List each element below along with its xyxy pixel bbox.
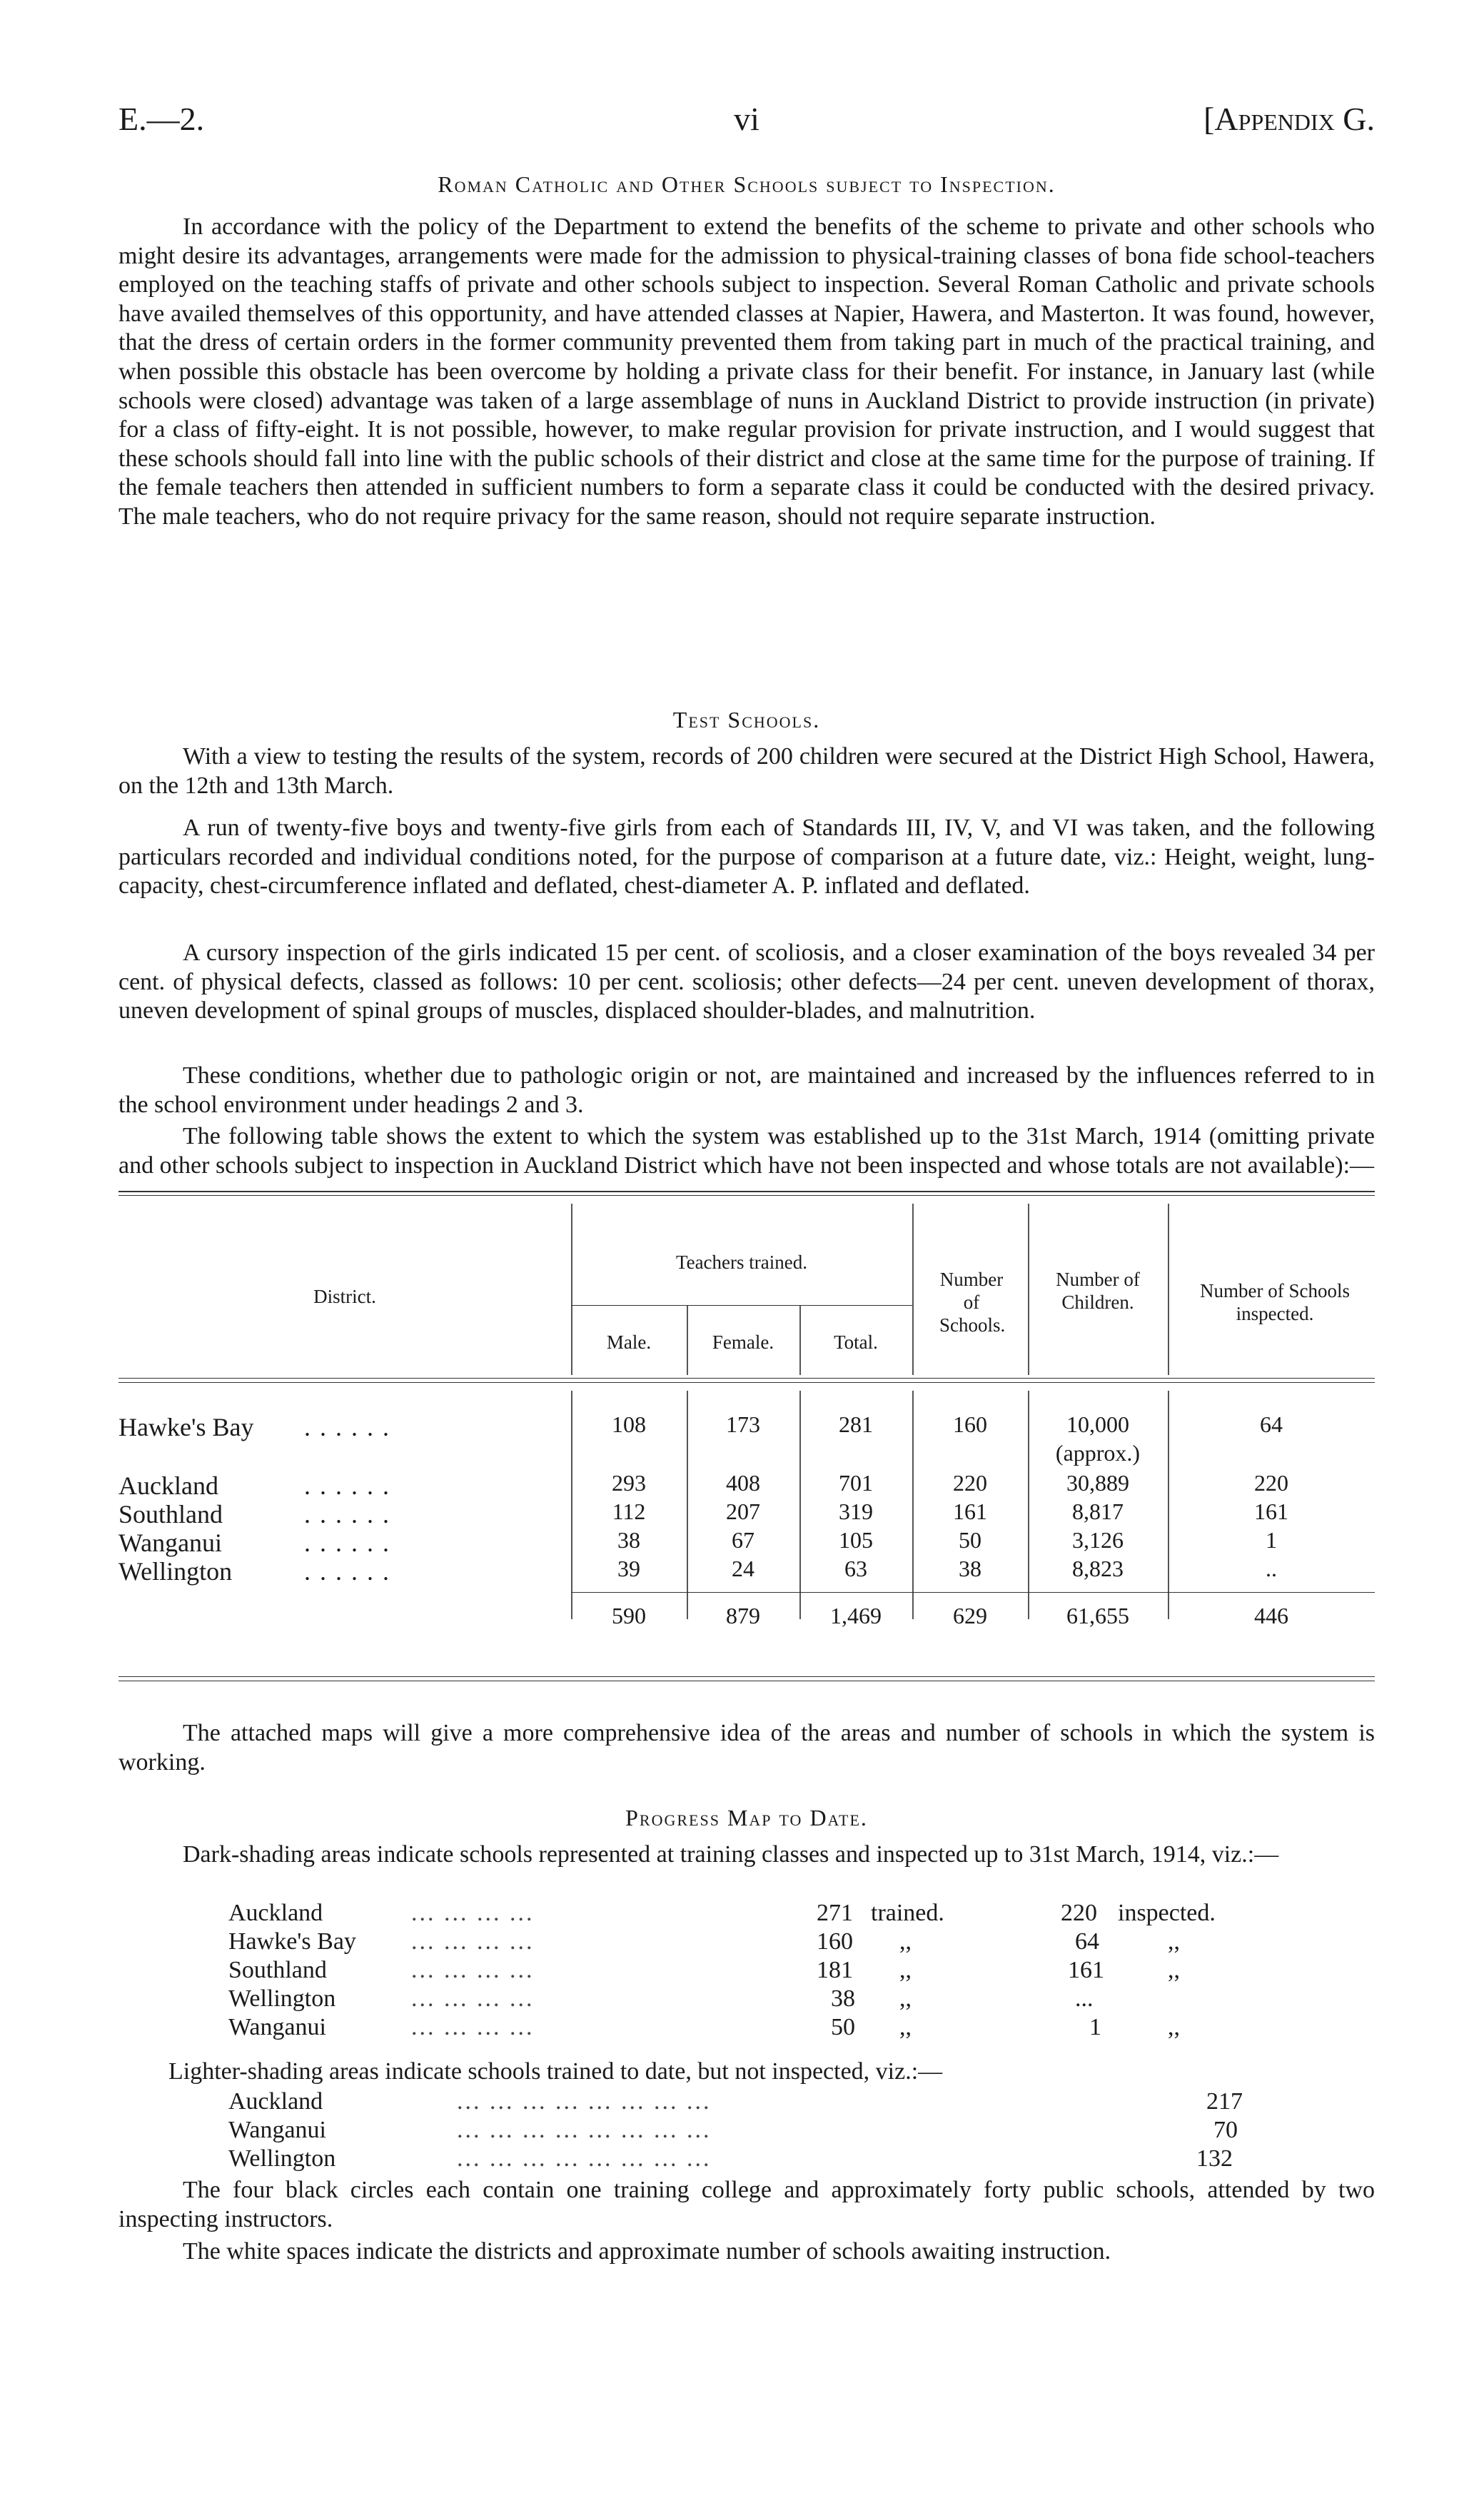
- cell-total: 281: [839, 1411, 873, 1437]
- column-rule: [912, 1204, 914, 1375]
- trained-label: ,,: [899, 1985, 912, 2012]
- inspected-count: 220: [1061, 1900, 1097, 1926]
- cell-inspected: 220: [1254, 1470, 1288, 1496]
- cell-children: 10,000: [1066, 1411, 1129, 1437]
- row-district: Wellington . . . . . .: [118, 1557, 390, 1586]
- table-top-rule-inner: [118, 1195, 1375, 1196]
- cell-total: 105: [839, 1527, 873, 1553]
- cell-female: 408: [726, 1470, 760, 1496]
- list-item: Auckland: [228, 2088, 323, 2115]
- cell-schools: 38: [959, 1556, 981, 1581]
- cell-total: 319: [839, 1499, 873, 1524]
- list-item: Auckland: [228, 1900, 323, 1926]
- dot-leader: ... ... ... ... ... ... ... ...: [457, 2117, 712, 2143]
- cell-inspected: 64: [1260, 1411, 1283, 1437]
- light-count: 70: [1213, 2117, 1238, 2143]
- header-district: District.: [313, 1286, 376, 1307]
- dot-leader: . . . . . .: [304, 1413, 390, 1441]
- cell-schools: 161: [953, 1499, 987, 1524]
- list-item: Wellington: [228, 1985, 336, 2012]
- cell-children: 8,817: [1072, 1499, 1124, 1524]
- dot-leader: . . . . . .: [304, 1500, 390, 1529]
- cell-children: 3,126: [1072, 1527, 1124, 1553]
- cell-male: 39: [617, 1556, 640, 1581]
- row-district: Wanganui . . . . . .: [118, 1529, 390, 1557]
- cell-children: 8,823: [1072, 1556, 1124, 1581]
- lighter-shading-intro: Lighter-shading areas indicate schools trained to date, but not inspected, viz.:—: [168, 2058, 943, 2085]
- row-district: Auckland . . . . . .: [118, 1471, 390, 1500]
- header-teachers-trained: Teachers trained.: [675, 1252, 807, 1273]
- inspected-count: 64: [1075, 1928, 1099, 1955]
- trained-label: ,,: [899, 1928, 912, 1955]
- trained-label: ,,: [899, 1957, 912, 1983]
- cell-children-note: (approx.): [1055, 1440, 1141, 1466]
- header-number-of-children: Number of Children.: [1056, 1269, 1140, 1313]
- total-schools: 629: [953, 1603, 987, 1628]
- test-schools-paragraph-3: A cursory inspection of the girls indicated 15 per cent. of scoliosis, and a closer examination of the boys revealed 34 per cent. of physical defects, classed as follows: 10 per cent. scoliosis; other defects—24 per cent. uneven development of thorax, uneven development of spinal groups of muscles, displaced shoulder-blades, and malnutrition.: [118, 940, 1375, 1024]
- header-total: Total.: [834, 1331, 878, 1353]
- header-bottom-rule-inner: [118, 1382, 1375, 1383]
- list-item: Southland: [228, 1957, 327, 1983]
- trained-count: 38: [831, 1985, 855, 2012]
- test-schools-paragraph-2: A run of twenty-five boys and twenty-five girls from each of Standards III, IV, V, and VI was taken, and the following particulars recorded and individual conditions noted, for the purpose of comparison at a future date, viz.: Height, weight, lung-capacity, chest-circumference inflated and deflated, chest-diameter A. P. inflated and deflated.: [118, 815, 1375, 900]
- dot-leader: ... ... ... ... ... ... ... ...: [457, 2088, 712, 2115]
- appendix-label: [Appendix G.: [1203, 101, 1375, 137]
- cell-inspected: 161: [1254, 1499, 1288, 1524]
- cell-male: 293: [612, 1470, 646, 1496]
- list-item: Wellington: [228, 2145, 336, 2172]
- dot-leader: . . . . . .: [304, 1471, 390, 1500]
- total-inspected: 446: [1254, 1603, 1288, 1628]
- progress-map-heading: Progress Map to Date.: [625, 1805, 868, 1830]
- maps-note: The attached maps will give a more comprehensive idea of the areas and number of schools in which the system is working.: [118, 1720, 1375, 1776]
- cell-female: 67: [732, 1527, 754, 1553]
- cell-total: 701: [839, 1470, 873, 1496]
- cell-children: 30,889: [1066, 1470, 1129, 1496]
- cell-schools: 50: [959, 1527, 981, 1553]
- test-schools-paragraph-5: The following table shows the extent to which the system was established up to the 31st March, 1914 (omitting private and other schools subject to inspection in Auckland District which have not been inspected and whose totals are not available):—: [118, 1123, 1375, 1179]
- dot-leader: . . . . . .: [304, 1557, 390, 1586]
- header-schools-inspected: Number of Schools inspected.: [1200, 1280, 1350, 1324]
- dot-leader: . . . . . .: [304, 1529, 390, 1557]
- trained-count: 160: [817, 1928, 853, 1955]
- inspected-label: ,,: [1168, 1957, 1180, 1983]
- roman-catholic-heading: Roman Catholic and Other Schools subject to Inspection.: [438, 171, 1056, 197]
- inspected-label: inspected.: [1118, 1900, 1216, 1926]
- lighter-shading-list: [228, 2088, 1299, 2180]
- cell-male: 112: [612, 1499, 646, 1524]
- roman-catholic-paragraph: In accordance with the policy of the Department to extend the benefits of the scheme to private and other schools who might desire its advantages, arrangements were made for the admission to physical-training classes of bona fide school-teachers employed on the teaching staffs of private and other schools subject to inspection. Several Roman Catholic and private schools have availed themselves of this opportunity, and have attended classes at Napier, Hawera, and Masterton. It was found, however, that the dress of certain orders in the former community prevented them from taking part in much of the practical training, and when possible this obstacle has been overcome by holding a private class for their benefit. For instance, in January last (while schools were closed) advantage was taken of a large assemblage of nuns in Auckland District to provide instruction (in private) for a class of fifty-eight. It is not possible, however, to make regular provision for private instruction, and I would suggest that these schools should fall into line with the public schools of their district and close at the same time for the purpose of training. If the female teachers then attended in sufficient numbers to form a separate class it could be conducted with the desired privacy. The male teachers, who do not require privacy for the same reason, should not require separate instruction.: [118, 213, 1375, 530]
- total-total: 1,469: [830, 1603, 882, 1628]
- trained-count: 50: [831, 2014, 855, 2040]
- cell-total: 63: [844, 1556, 867, 1581]
- cell-inspected: 1: [1266, 1527, 1277, 1553]
- dot-leader: ... ... ... ... ... ... ... ...: [457, 2145, 712, 2172]
- test-schools-paragraph-1: With a view to testing the results of the system, records of 200 children were secured at the District High School, Hawera, on the 12th and 13th March.: [118, 743, 1375, 799]
- inspected-count: 1: [1089, 2014, 1101, 2040]
- running-header: [118, 100, 1375, 150]
- dot-leader: ... ... ... ...: [411, 1957, 535, 1983]
- total-children: 61,655: [1066, 1603, 1129, 1628]
- list-item: Wanganui: [228, 2014, 326, 2040]
- report-code: E.—2.: [118, 101, 205, 137]
- cell-schools: 220: [953, 1470, 987, 1496]
- dark-shading-list: [228, 1899, 1299, 2049]
- header-bottom-rule: [118, 1378, 1375, 1379]
- cell-male: 108: [612, 1411, 646, 1437]
- header-number-of-schools: Number of Schools.: [939, 1269, 1006, 1336]
- total-male: 590: [612, 1603, 646, 1628]
- page-number: vi: [734, 101, 759, 137]
- dot-leader: ... ... ... ...: [411, 1900, 535, 1926]
- inspected-count: 161: [1068, 1957, 1104, 1983]
- dark-shading-intro: Dark-shading areas indicate schools represented at training classes and inspected up to 31st March, 1914, viz.:—: [183, 1841, 1279, 1868]
- trained-label: trained.: [871, 1900, 944, 1926]
- cell-female: 207: [726, 1499, 760, 1524]
- trained-count: 181: [817, 1957, 853, 1983]
- test-schools-heading: Test Schools.: [672, 707, 821, 732]
- totals-rule: [571, 1592, 1375, 1593]
- row-district: Southland . . . . . .: [118, 1500, 390, 1529]
- column-rule: [1168, 1204, 1169, 1375]
- trained-count: 271: [817, 1900, 853, 1926]
- table-bottom-rule: [118, 1676, 1375, 1677]
- cell-male: 38: [617, 1527, 640, 1553]
- column-rule: [1028, 1204, 1029, 1375]
- cell-female: 173: [726, 1411, 760, 1437]
- cell-female: 24: [732, 1556, 754, 1581]
- table-top-rule: [118, 1191, 1375, 1192]
- teachers-subheader-rule: [571, 1305, 912, 1306]
- inspected-count: ...: [1075, 1985, 1094, 2012]
- list-item: Hawke's Bay: [228, 1928, 356, 1955]
- white-spaces-note: The white spaces indicate the districts and approximate number of schools awaiting instruction.: [183, 2238, 1111, 2265]
- header-male: Male.: [606, 1331, 652, 1353]
- total-female: 879: [726, 1603, 760, 1628]
- light-count: 132: [1196, 2145, 1233, 2172]
- header-female: Female.: [712, 1331, 774, 1353]
- cell-inspected: ..: [1266, 1556, 1277, 1581]
- teachers-trained-table: [118, 1191, 1375, 1705]
- black-circles-note: The four black circles each contain one training college and approximately forty public schools, attended by two inspecting instructors.: [118, 2177, 1375, 2232]
- trained-label: ,,: [899, 2014, 912, 2040]
- light-count: 217: [1206, 2088, 1243, 2115]
- dot-leader: ... ... ... ...: [411, 1985, 535, 2012]
- dot-leader: ... ... ... ...: [411, 1928, 535, 1955]
- list-item: Wanganui: [228, 2117, 326, 2143]
- inspected-label: ,,: [1168, 1928, 1180, 1955]
- test-schools-paragraph-4: These conditions, whether due to pathologic origin or not, are maintained and increased by the influences referred to in the school environment under headings 2 and 3.: [118, 1062, 1375, 1118]
- row-district: Hawke's Bay . . . . . .: [118, 1413, 390, 1441]
- cell-schools: 160: [953, 1411, 987, 1437]
- inspected-label: ,,: [1168, 2014, 1180, 2040]
- dot-leader: ... ... ... ...: [411, 2014, 535, 2040]
